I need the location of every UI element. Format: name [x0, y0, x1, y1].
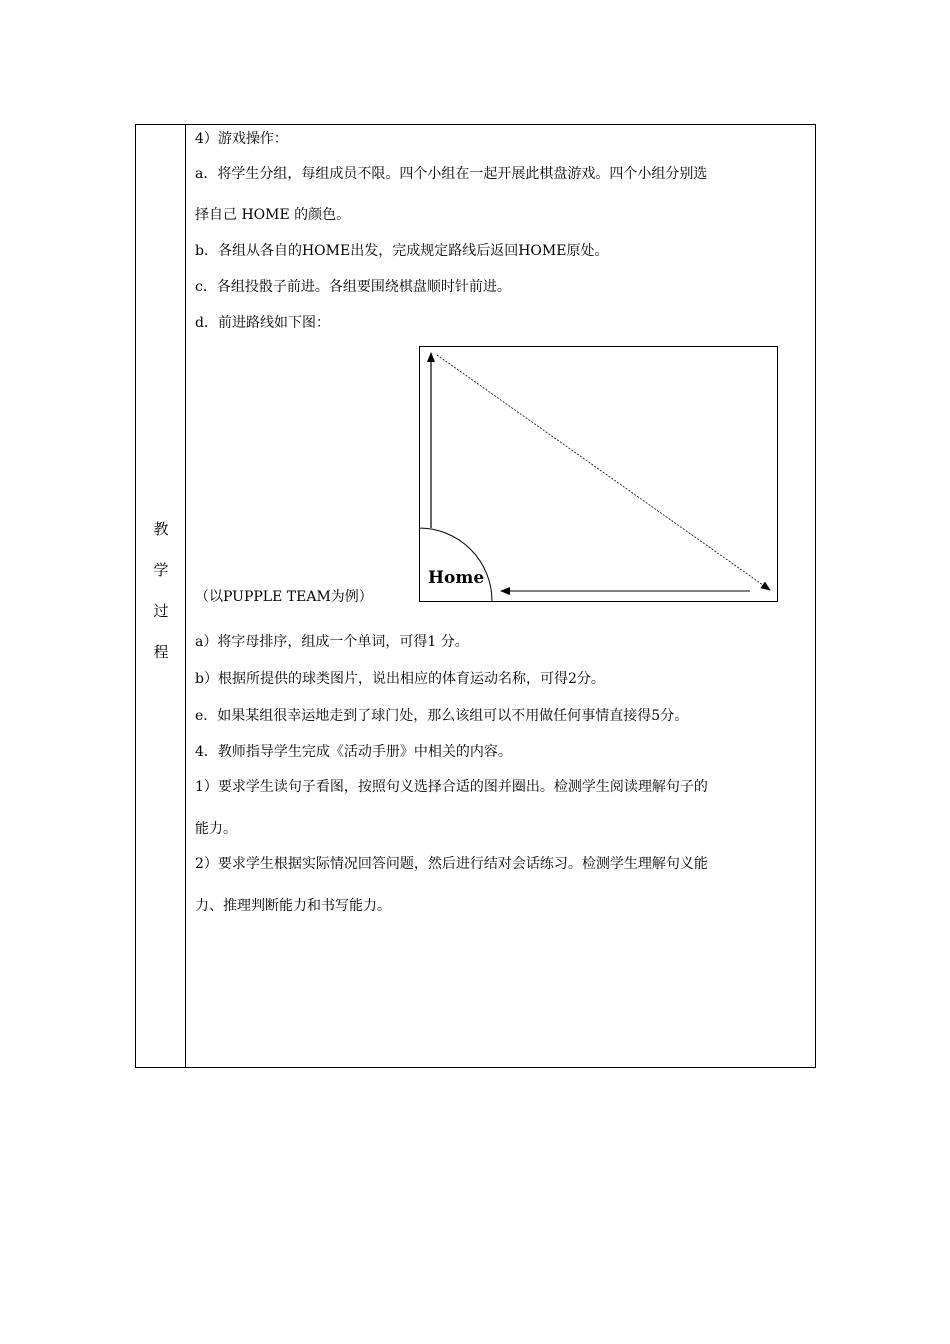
text-line-task2-b: 力、推理判断能力和书写能力。: [195, 898, 391, 914]
text-line-a1: a．将学生分组，每组成员不限。四个小组在一起开展此棋盘游戏。四个小组分别选: [195, 166, 708, 182]
lesson-table: [135, 124, 816, 1068]
text-line-example-team: （以PUPPLE TEAM为例）: [195, 589, 373, 605]
text-line-rule-e: e．如果某组很幸运地走到了球门处，那么该组可以不用做任何事情直接得5分。: [195, 708, 689, 724]
text-line-task1-a: 1）要求学生读句子看图，按照句义选择合适的图并圈出。检测学生阅读理解句子的: [195, 779, 708, 795]
text-line-a2: 择自己 HOME 的颜色。: [195, 207, 351, 223]
text-line-b: b．各组从各自的HOME出发，完成规定路线后返回HOME原处。: [195, 243, 609, 259]
text-line-rule-a: a）将字母排序，组成一个单词，可得1 分。: [195, 634, 469, 650]
section-label-char: 学: [153, 561, 169, 579]
text-line-task2-a: 2）要求学生根据实际情况回答问题，然后进行结对会话练习。检测学生理解句义能: [195, 856, 708, 872]
home-label: Home: [428, 568, 485, 588]
route-diagram-svg: [419, 346, 779, 603]
section-label-char: 程: [153, 643, 169, 661]
text-line-rule-b: b）根据所提供的球类图片，说出相应的体育运动名称，可得2分。: [195, 671, 605, 687]
diagram-border: [420, 347, 778, 602]
section-label-char: 教: [153, 520, 169, 538]
content-column: [186, 125, 815, 1067]
text-line-task1-b: 能力。: [195, 821, 237, 837]
text-line-c: c．各组投骰子前进。各组要围绕棋盘顺时针前进。: [195, 279, 511, 295]
text-line-d: d．前进路线如下图：: [195, 315, 330, 331]
text-line-game-steps: 4）游戏操作：: [195, 131, 288, 147]
route-diagram: [419, 346, 779, 607]
text-line-step4: 4．教师指导学生完成《活动手册》中相关的内容。: [195, 744, 512, 760]
section-label-char: 过: [153, 602, 169, 620]
section-label-column: [136, 125, 186, 1067]
